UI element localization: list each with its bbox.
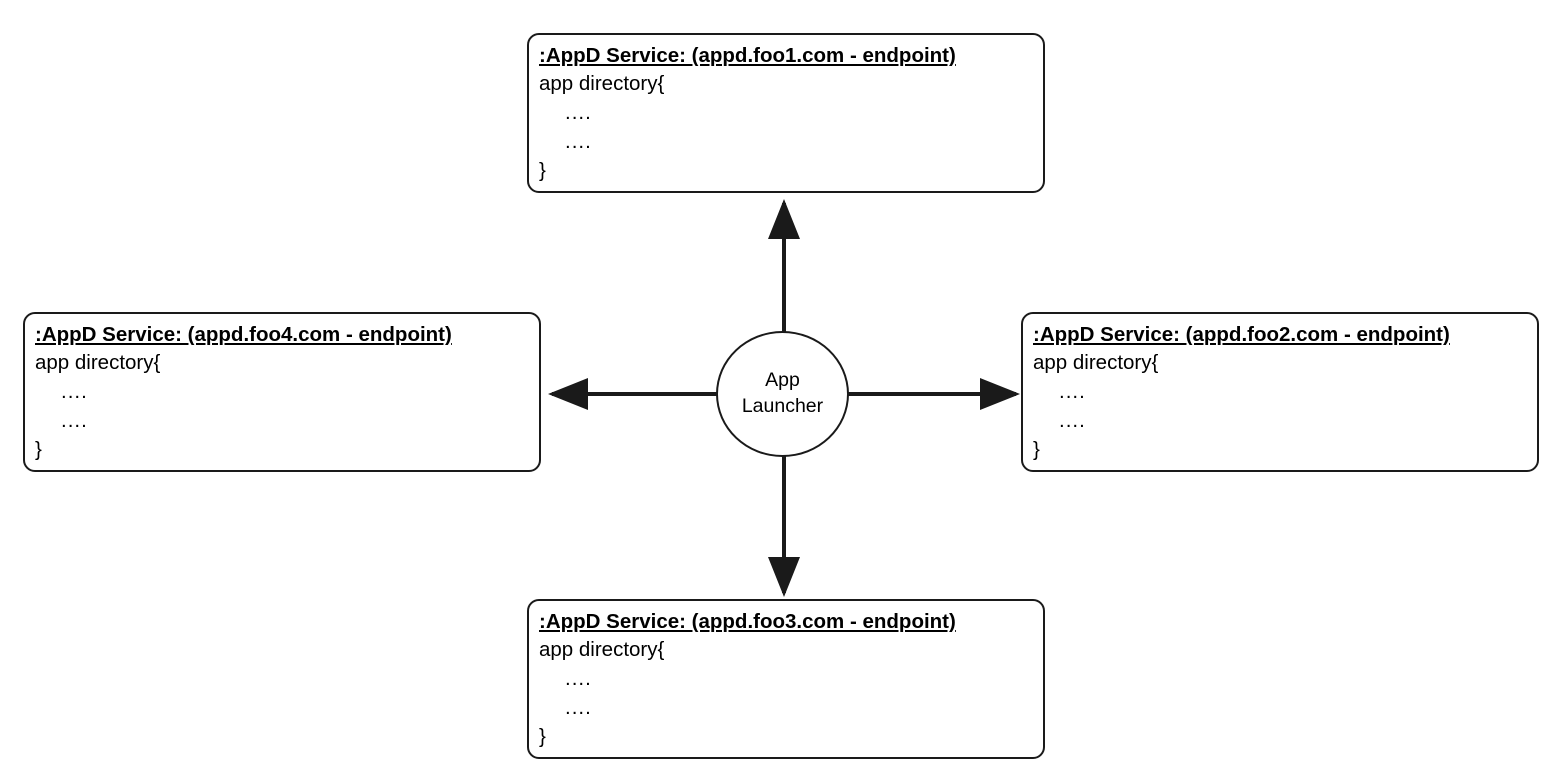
service-node-dots-2: .... xyxy=(61,408,88,432)
service-node-body-open: app directory{ xyxy=(539,71,665,95)
service-node-body-close: } xyxy=(35,437,42,461)
service-node-dots-1: .... xyxy=(565,100,592,124)
service-node-title: :AppD Service: (appd.foo1.com - endpoint) xyxy=(539,44,956,67)
app-launcher-label-line2: Launcher xyxy=(741,395,824,417)
service-node-dots-1: .... xyxy=(61,379,88,403)
app-launcher-node[interactable] xyxy=(716,331,849,457)
service-node-dots-2: .... xyxy=(1059,408,1086,432)
service-node-foo4[interactable] xyxy=(23,312,541,472)
service-node-dots-2: .... xyxy=(565,129,592,153)
service-node-foo3[interactable] xyxy=(527,599,1045,759)
app-launcher-label-line1: App xyxy=(765,369,800,392)
service-node-body-open: app directory{ xyxy=(539,637,665,661)
service-node-body-close: } xyxy=(1033,437,1040,461)
service-node-foo1[interactable] xyxy=(527,33,1045,193)
service-node-foo2[interactable] xyxy=(1021,312,1539,472)
service-node-dots-1: .... xyxy=(1059,379,1086,403)
service-node-body-open: app directory{ xyxy=(35,350,161,374)
service-node-body-close: } xyxy=(539,724,546,748)
service-node-body-close: } xyxy=(539,158,546,182)
service-node-title: :AppD Service: (appd.foo3.com - endpoint) xyxy=(539,610,956,633)
service-node-title: :AppD Service: (appd.foo2.com - endpoint) xyxy=(1033,323,1450,346)
service-node-dots-1: .... xyxy=(565,666,592,690)
service-node-title: :AppD Service: (appd.foo4.com - endpoint) xyxy=(35,323,452,346)
service-node-body-open: app directory{ xyxy=(1033,350,1159,374)
service-node-dots-2: .... xyxy=(565,695,592,719)
